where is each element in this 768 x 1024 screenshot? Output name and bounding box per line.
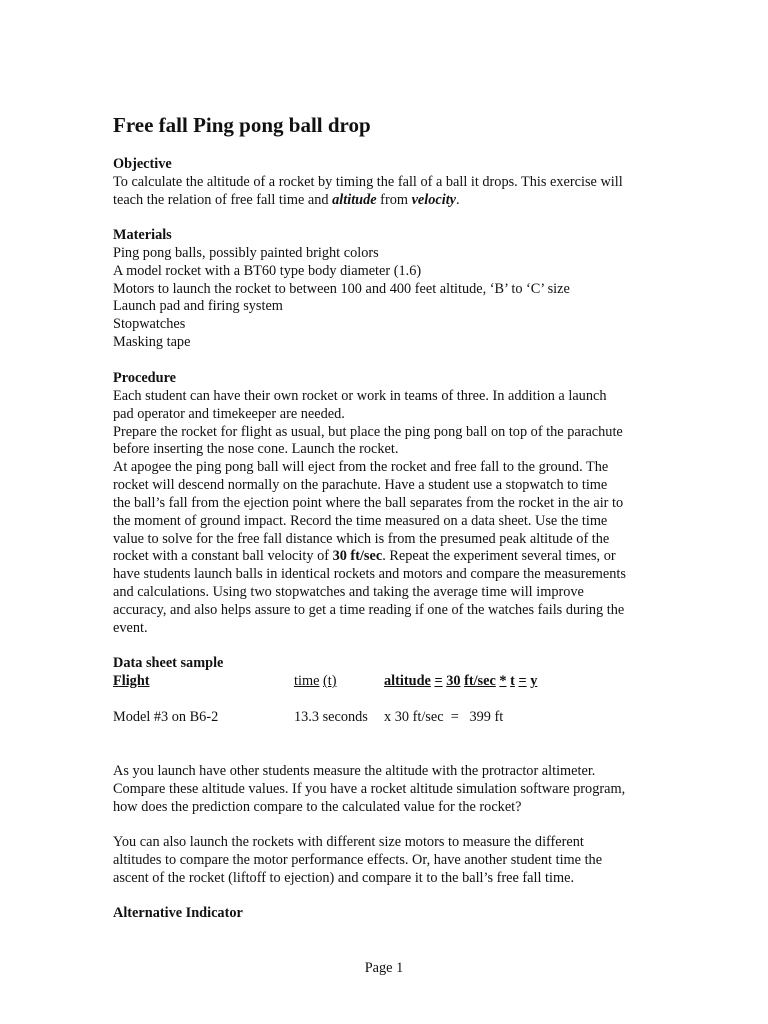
objective-term-velocity: velocity: [411, 191, 457, 208]
objective-heading: Objective: [113, 156, 172, 172]
datasheet-col-time-symbol: (t): [323, 673, 337, 689]
procedure-section: [113, 370, 673, 638]
procedure-line: value to solve for the free fall distance which is from the presumed peak altitude of the: [113, 530, 610, 547]
materials-item: Launch pad and firing system: [113, 298, 283, 315]
datasheet-section: [113, 655, 673, 673]
objective-text-a: teach the relation of free fall time and: [113, 191, 333, 208]
procedure-line: Prepare the rocket for flight as usual, but place the ping pong ball on top of the parachute: [113, 423, 623, 440]
datasheet-col-time-word: time: [294, 673, 320, 689]
materials-item: Masking tape: [113, 334, 191, 351]
procedure-line: rocket will descend normally on the parachute. Have a student use a stopwatch to time: [113, 477, 608, 494]
paragraph-line: Compare these altitude values. If you have a rocket altitude simulation software program,: [113, 780, 626, 797]
formula-times: *: [499, 673, 507, 689]
objective-text-c: from: [376, 191, 412, 208]
materials-item: Ping pong balls, possibly painted bright colors: [113, 244, 379, 261]
procedure-velocity-line: [113, 548, 673, 566]
procedure-line: and calculations. Using two stopwatches and taking the average time will improve: [113, 584, 584, 601]
datasheet-sample-row: [113, 709, 673, 727]
objective-line-2: [113, 192, 673, 210]
formula-y: y: [530, 673, 538, 689]
procedure-line: before inserting the nose cone. Launch the rocket.: [113, 441, 399, 458]
formula-altitude: altitude: [384, 673, 431, 689]
datasheet-col-altitude: [384, 673, 537, 691]
datasheet-row-time: 13.3 seconds: [294, 709, 368, 725]
procedure-velocity-value: 30 ft/sec: [332, 548, 383, 565]
procedure-line: the moment of ground impact. Record the time measured on a data sheet. Use the time: [113, 512, 608, 529]
procedure-line: Each student can have their own rocket or work in teams of three. In addition a launch: [113, 387, 607, 404]
procedure-line: the ball’s fall from the ejection point where the ball separates from the rocket in the air to: [113, 494, 624, 511]
procedure-line: accuracy, and also helps assure to get a time reading if one of the watches fails during the: [113, 601, 625, 618]
paragraph-line: how does the prediction compare to the calculated value for the rocket?: [113, 798, 522, 815]
procedure-line: At apogee the ping pong ball will eject from the rocket and free fall to the ground. The: [113, 459, 609, 476]
page-title: Free fall Ping pong ball drop: [113, 113, 371, 137]
datasheet-col-time: [294, 673, 337, 691]
alternative-section: [113, 905, 673, 923]
datasheet-heading: Data sheet sample: [113, 655, 224, 671]
materials-item: A model rocket with a BT60 type body diameter (1.6): [113, 262, 422, 279]
procedure-text: . Repeat the experiment several times, or: [382, 548, 616, 565]
objective-section: [113, 156, 673, 210]
paragraph-line: You can also launch the rockets with different size motors to measure the different: [113, 834, 584, 850]
paragraph-motors: [113, 834, 673, 888]
datasheet-col-flight: Flight: [113, 673, 150, 689]
procedure-line: have students launch balls in identical rockets and motors and compare the measurements: [113, 566, 626, 583]
formula-t: t: [510, 673, 515, 689]
materials-section: [113, 227, 673, 352]
procedure-line: event.: [113, 619, 148, 636]
formula-unit: ft/sec: [464, 673, 496, 689]
objective-text-e: .: [456, 191, 460, 208]
objective-line-1: To calculate the altitude of a rocket by timing the fall of a ball it drops. This exercise will: [113, 173, 623, 190]
materials-heading: Materials: [113, 227, 172, 243]
formula-equals: =: [518, 673, 527, 689]
alternative-heading: Alternative Indicator: [113, 905, 243, 921]
procedure-text: rocket with a constant ball velocity of: [113, 548, 333, 565]
page-number: Page 1: [364, 960, 404, 976]
procedure-heading: Procedure: [113, 370, 176, 386]
formula-constant: 30: [446, 673, 461, 689]
paragraph-line: altitudes to compare the motor performance effects. Or, have another student time the: [113, 851, 603, 868]
datasheet-row-calc: x 30 ft/sec = 399 ft: [384, 709, 504, 725]
materials-item: Stopwatches: [113, 316, 186, 333]
procedure-line: pad operator and timekeeper are needed.: [113, 405, 345, 422]
paragraph-line: ascent of the rocket (liftoff to ejection) and compare it to the ball’s free fall time.: [113, 869, 575, 886]
materials-item: Motors to launch the rocket to between 100 and 400 feet altitude, ‘B’ to ‘C’ size: [113, 280, 570, 297]
datasheet-row-flight: Model #3 on B6-2: [113, 709, 219, 725]
datasheet-header-row: [113, 673, 673, 691]
objective-term-altitude: altitude: [332, 191, 377, 208]
paragraph-altimeter: [113, 763, 673, 817]
paragraph-line: As you launch have other students measure the altitude with the protractor altimeter.: [113, 763, 596, 779]
formula-equals: =: [434, 673, 443, 689]
